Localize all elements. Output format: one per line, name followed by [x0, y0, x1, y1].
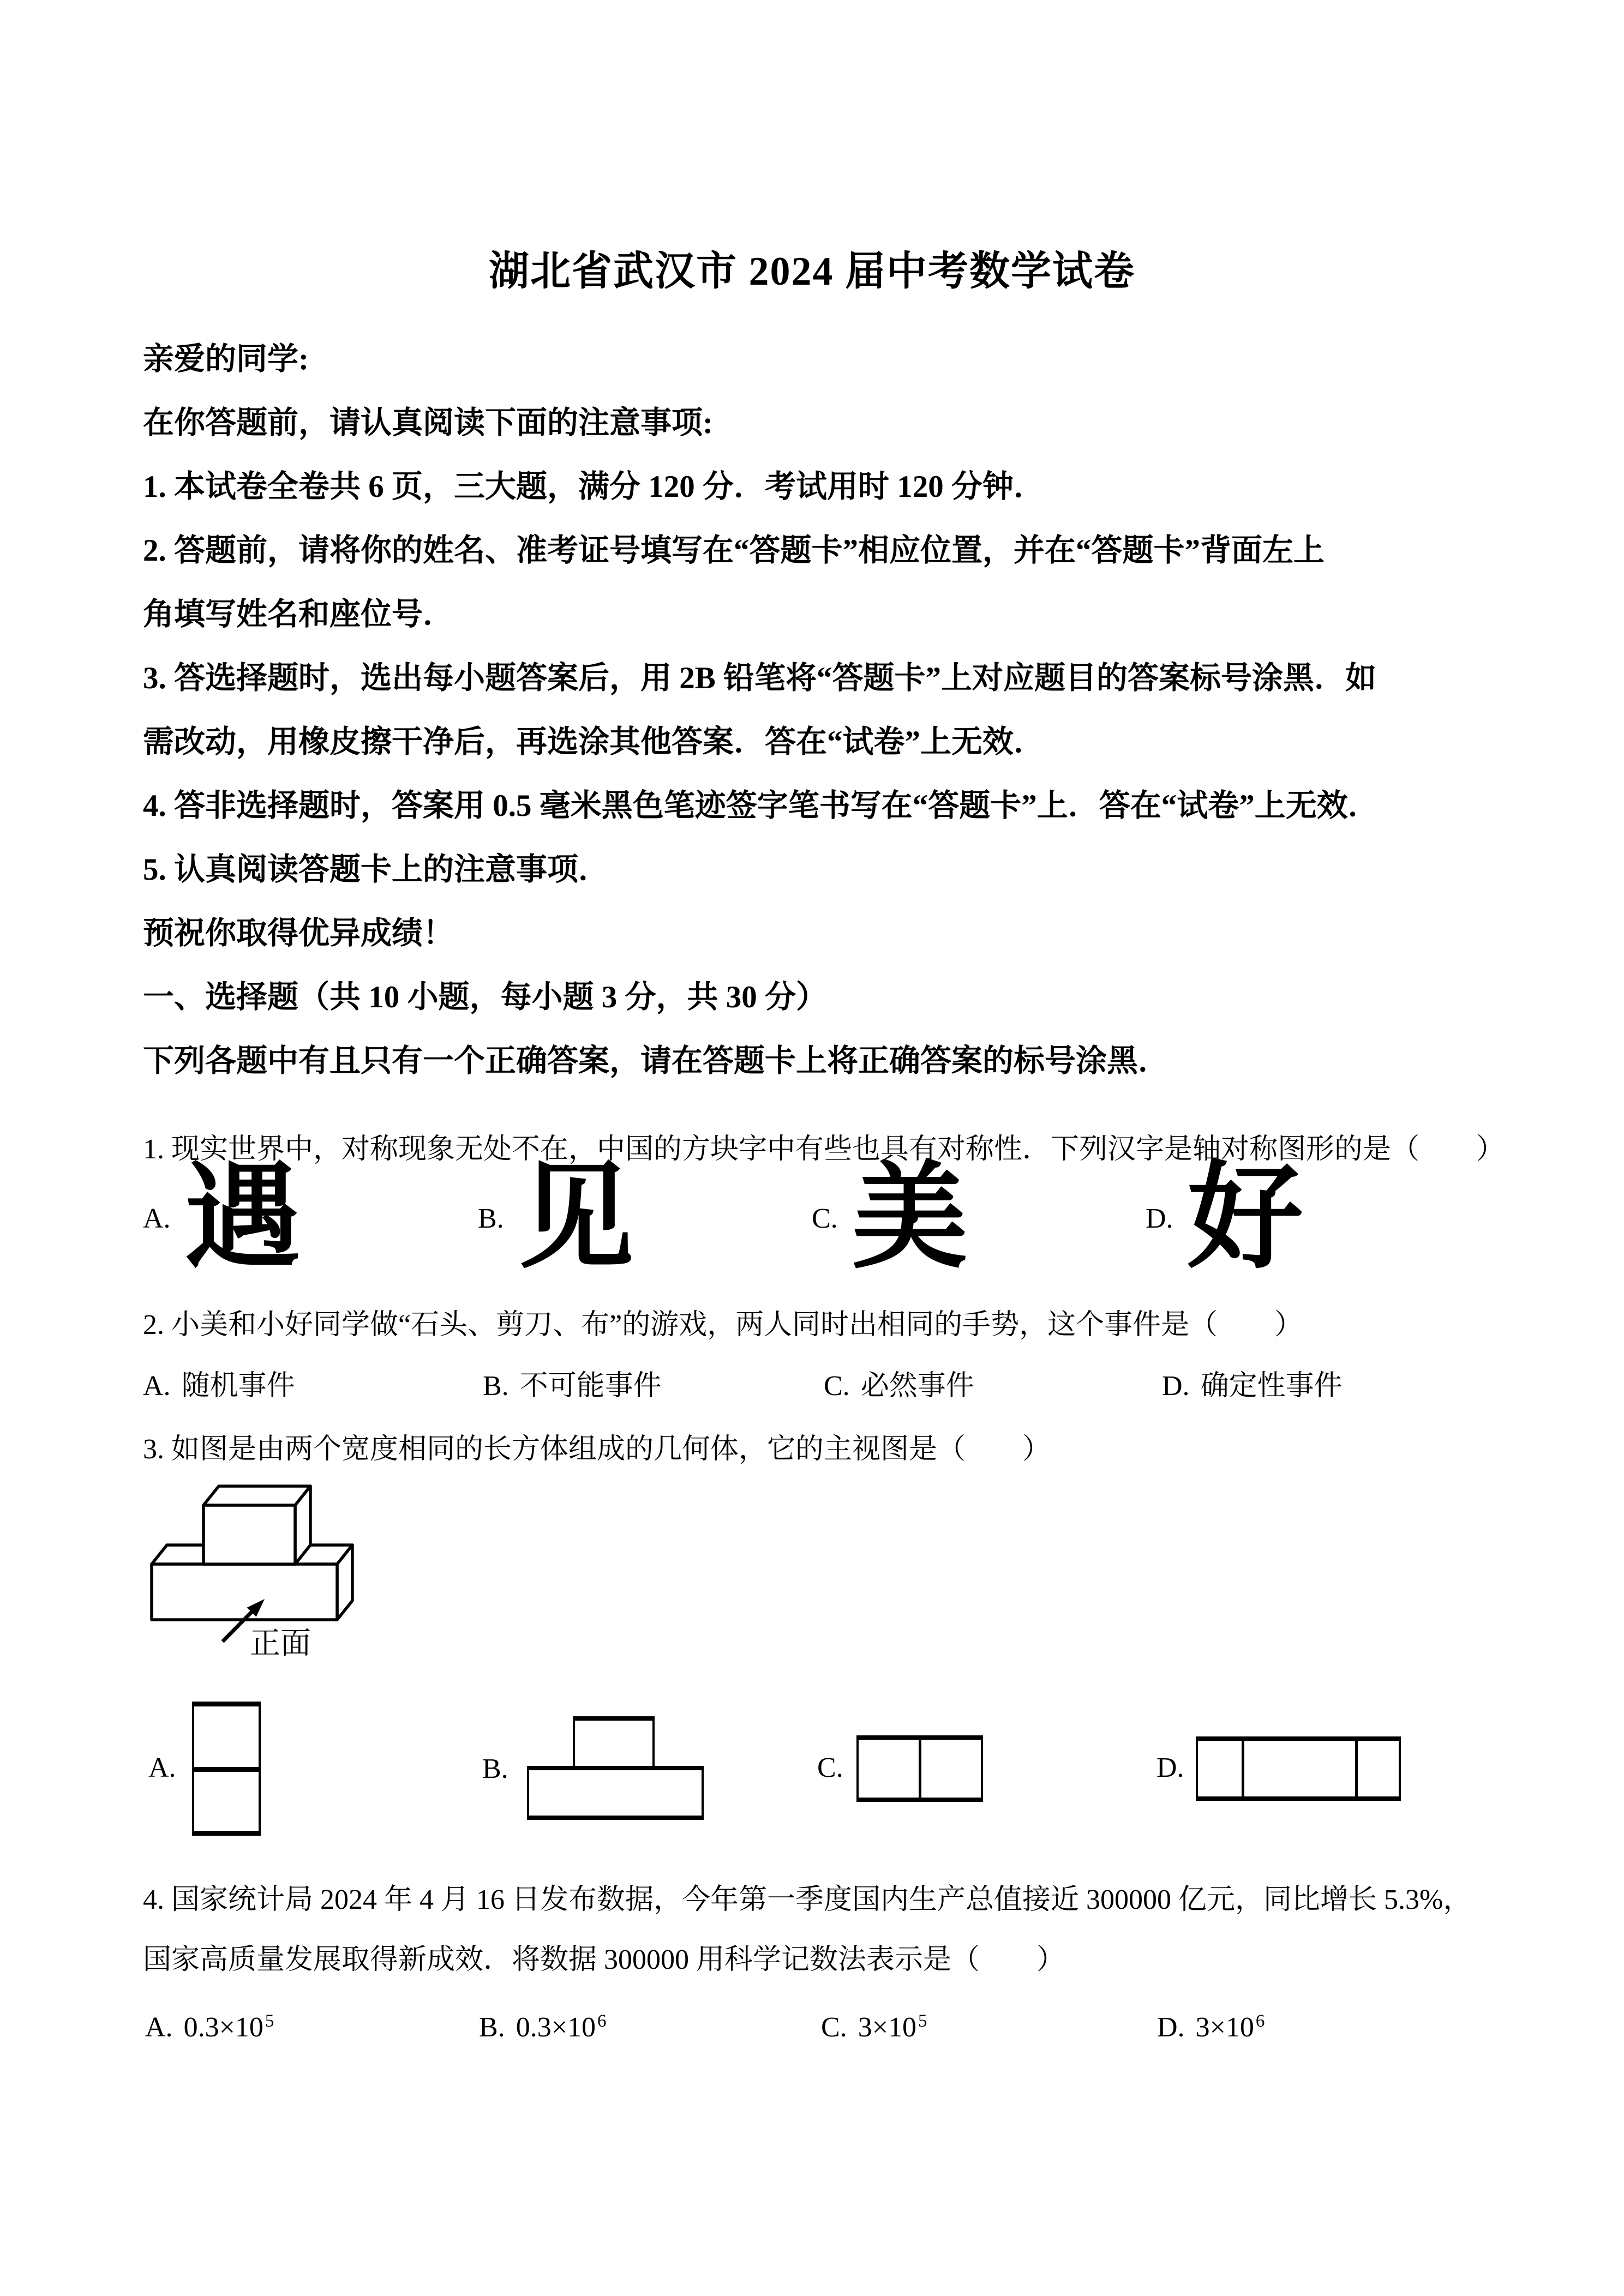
- q1-option-b-character: 见: [518, 1154, 634, 1282]
- section-note: 下列各题中有且只有一个正确答案，请在答题卡上将正确答案的标号涂黑．: [143, 1044, 1169, 1078]
- q3-option-c-label: C.: [817, 1752, 843, 1783]
- question-4-text-line2: 国家高质量发展取得新成效．将数据 300000 用科学记数法表示是（ ）: [143, 1944, 1065, 1975]
- q2-option-b: [483, 1362, 662, 1403]
- q1-option-d-character: 好: [1187, 1154, 1303, 1282]
- greeting-line: 亲爱的同学:: [143, 342, 309, 376]
- option-text: 随机事件: [181, 1371, 295, 1402]
- wish-line: 预祝你取得优异成绩！: [143, 916, 454, 951]
- q1-option-d: [1146, 1155, 1303, 1282]
- divider: [1242, 1740, 1244, 1797]
- option-label: A.: [143, 1203, 171, 1234]
- option-label: B.: [478, 1203, 504, 1234]
- option-exponent: 5: [265, 2011, 274, 2031]
- question-2-options: [0, 1362, 1624, 1406]
- q3-option-d-label: D.: [1156, 1752, 1184, 1783]
- option-label: A.: [143, 1371, 171, 1402]
- q3-option-b-label: B.: [482, 1753, 508, 1784]
- option-value: 0.3×10: [516, 2012, 596, 2043]
- option-text: 确定性事件: [1200, 1371, 1343, 1402]
- option-exponent: 5: [918, 2011, 927, 2031]
- option-label: C.: [824, 1371, 850, 1402]
- question-1-text: 1. 现实世界中，对称现象无处不在，中国的方块字中有些也具有对称性．下列汉字是轴对称图形的是（ ）: [143, 1134, 1505, 1165]
- divider: [919, 1739, 921, 1798]
- option-value: 3×10: [1195, 2012, 1254, 2043]
- question-4-text-line1: 4. 国家统计局 2024 年 4 月 16 日发布数据，今年第一季度国内生产总值接近 300000 亿元，同比增长 5.3%，: [143, 1884, 1472, 1915]
- q2-option-d: [1162, 1362, 1343, 1403]
- q4-option-c: [821, 2011, 927, 2043]
- option-text: 必然事件: [860, 1371, 974, 1402]
- section-heading: 一、选择题（共 10 小题，每小题 3 分，共 30 分）: [143, 980, 827, 1014]
- q3-option-a-label: A.: [148, 1752, 176, 1783]
- instruction-line-1: 1. 本试卷全卷共 6 页，三大题，满分 120 分．考试用时 120 分钟．: [143, 470, 1045, 504]
- option-label: A.: [145, 2012, 173, 2043]
- notice-intro-line: 在你答题前，请认真阅读下面的注意事项:: [143, 406, 713, 440]
- top-cuboid-front-face: [203, 1505, 295, 1564]
- q1-option-a-character: 遇: [184, 1154, 301, 1282]
- front-face-label: 正面: [250, 1627, 311, 1661]
- bottom-cuboid-front-face: [152, 1564, 337, 1620]
- option-label: C.: [821, 2012, 847, 2043]
- instruction-line-4: 4. 答非选择题时，答案用 0.5 毫米黑色笔迹签字笔书写在“答题卡”上．答在“试卷”上无效．: [143, 789, 1379, 823]
- page-title: 湖北省武汉市 2024 届中考数学试卷: [489, 249, 1135, 294]
- q1-option-b: [478, 1155, 634, 1282]
- q1-option-c-character: 美: [852, 1154, 968, 1282]
- instruction-line-5: 5. 认真阅读答题卡上的注意事项．: [143, 852, 609, 887]
- q3-option-d-shape: [1196, 1736, 1401, 1801]
- instruction-line-3: 3. 答选择题时，选出每小题答案后，用 2B 铅笔将“答题卡”上对应题目的答案标号涂黑．如: [143, 661, 1377, 695]
- q4-option-d: [1157, 2011, 1265, 2043]
- option-label: D.: [1157, 2012, 1185, 2043]
- preamble: [143, 327, 1589, 1093]
- q3-option-a-shape: [192, 1702, 261, 1836]
- option-exponent: 6: [1255, 2011, 1265, 2031]
- q1-option-c: [812, 1155, 968, 1282]
- option-text: 不可能事件: [519, 1371, 662, 1402]
- option-label: D.: [1162, 1371, 1190, 1402]
- q2-option-c: [824, 1362, 974, 1403]
- option-label: B.: [479, 2012, 505, 2043]
- option-label: D.: [1146, 1203, 1173, 1234]
- q3-option-b-shape-bottom: [527, 1766, 704, 1820]
- q3-option-b-shape-top: [573, 1716, 655, 1766]
- question-4-options: [0, 2011, 1624, 2055]
- option-value: 0.3×10: [183, 2012, 263, 2043]
- divider: [1355, 1740, 1358, 1797]
- question-2-text: 2. 小美和小好同学做“石头、剪刀、布”的游戏，两人同时出相同的手势，这个事件是（ ）: [143, 1309, 1303, 1341]
- q3-option-c-shape: [856, 1735, 983, 1802]
- q2-option-a: [143, 1362, 295, 1403]
- option-label: B.: [483, 1371, 509, 1402]
- q4-option-a: [145, 2011, 274, 2043]
- question-3-text: 3. 如图是由两个宽度相同的长方体组成的几何体，它的主视图是（ ）: [143, 1434, 1051, 1465]
- question-1-options: [0, 1155, 1624, 1282]
- option-value: 3×10: [858, 2012, 917, 2043]
- option-label: C.: [812, 1203, 838, 1234]
- instruction-line-2-cont: 角填写姓名和座位号．: [143, 597, 454, 632]
- top-cuboid-top-face: [203, 1486, 310, 1505]
- q3-solid-figure: [131, 1472, 513, 1745]
- divider: [194, 1767, 259, 1772]
- q4-option-b: [479, 2011, 607, 2043]
- instruction-line-3-cont: 需改动，用橡皮擦干净后，再选涂其他答案．答在“试卷”上无效．: [143, 725, 1045, 759]
- q1-option-a: [143, 1155, 301, 1282]
- option-exponent: 6: [597, 2011, 607, 2031]
- instruction-line-2: 2. 答题前，请将你的姓名、准考证号填写在“答题卡”相应位置，并在“答题卡”背面左上: [143, 533, 1325, 568]
